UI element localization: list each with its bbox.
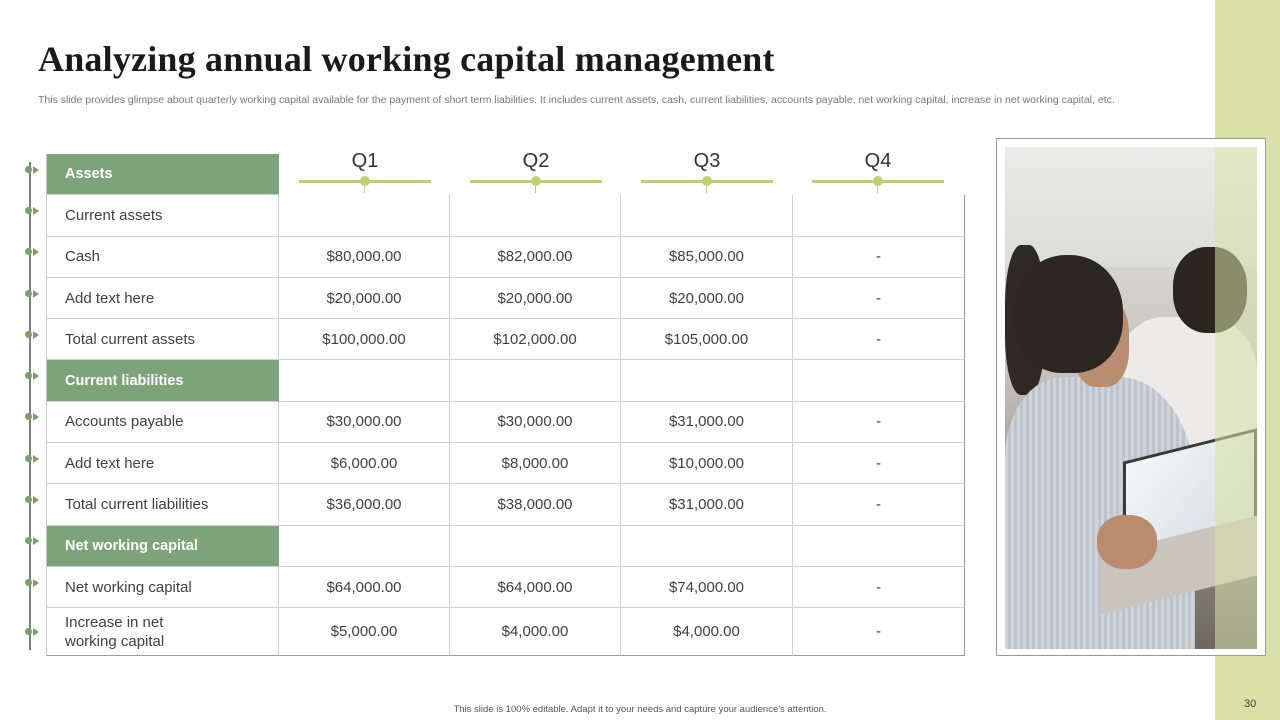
value-cell: $30,000.00 xyxy=(450,402,621,443)
value-cell: $4,000.00 xyxy=(621,608,793,656)
value-cell: - xyxy=(793,608,965,656)
value-cell xyxy=(450,195,621,236)
timeline-bullet-icon xyxy=(25,248,41,256)
timeline-bullet-icon xyxy=(25,207,41,215)
row-label-cell: Total current liabilities xyxy=(46,484,279,525)
row-label-cell: Cash xyxy=(46,237,279,278)
row-label-cell: Increase in net working capital xyxy=(46,608,279,656)
value-cell: $85,000.00 xyxy=(621,237,793,278)
value-cell xyxy=(279,526,450,567)
timeline-bullet-icon xyxy=(25,413,41,421)
value-cell: - xyxy=(793,484,965,525)
timeline-line xyxy=(29,162,31,650)
section-header-cell: Assets xyxy=(46,154,279,195)
value-cell: $20,000.00 xyxy=(621,278,793,319)
quarter-label: Q1 xyxy=(351,150,379,172)
value-cell xyxy=(793,526,965,567)
value-cell: $6,000.00 xyxy=(279,443,450,484)
slide-subtitle: This slide provides glimpse about quarterly working capital available for the payment of short term liabilities. It includes current assets, cash, current liabilities, accounts payable, net working capital, increase in net working capital, etc. xyxy=(38,94,1115,106)
value-cell: $74,000.00 xyxy=(621,567,793,608)
value-cell: $20,000.00 xyxy=(450,278,621,319)
timeline-bullet-icon xyxy=(25,628,41,636)
value-cell: $10,000.00 xyxy=(621,443,793,484)
slide-footer xyxy=(0,704,1280,715)
section-header-cell: Net working capital xyxy=(46,526,279,567)
value-cell: - xyxy=(793,319,965,360)
value-cell: $20,000.00 xyxy=(279,278,450,319)
value-cell: $100,000.00 xyxy=(279,319,450,360)
value-cell: $80,000.00 xyxy=(279,237,450,278)
footer-text: This slide is 100% editable. Adapt it to your needs and capture your audience's attention. xyxy=(453,704,827,715)
value-cell xyxy=(621,526,793,567)
quarter-label: Q3 xyxy=(693,150,721,172)
value-cell: $64,000.00 xyxy=(450,567,621,608)
quarter-header-space xyxy=(279,154,450,195)
value-cell: $105,000.00 xyxy=(621,319,793,360)
timeline-bullet-icon xyxy=(25,290,41,298)
timeline-bullet-icon xyxy=(25,331,41,339)
value-cell xyxy=(793,360,965,401)
value-cell xyxy=(450,526,621,567)
row-label-cell: Add text here xyxy=(46,443,279,484)
slide-title: Analyzing annual working capital management xyxy=(38,39,775,79)
quarter-header-space xyxy=(621,154,793,195)
value-cell: $8,000.00 xyxy=(450,443,621,484)
row-label-cell: Total current assets xyxy=(46,319,279,360)
quarter-header-space xyxy=(450,154,621,195)
value-cell: $5,000.00 xyxy=(279,608,450,656)
value-cell: $36,000.00 xyxy=(279,484,450,525)
timeline-bullet-icon xyxy=(25,372,41,380)
value-cell: $102,000.00 xyxy=(450,319,621,360)
value-cell: - xyxy=(793,237,965,278)
value-cell: - xyxy=(793,278,965,319)
page-number: 30 xyxy=(1244,698,1257,710)
value-cell: $31,000.00 xyxy=(621,484,793,525)
value-cell: - xyxy=(793,402,965,443)
row-label-cell: Current assets xyxy=(46,195,279,236)
value-cell: - xyxy=(793,443,965,484)
section-header-cell: Current liabilities xyxy=(46,360,279,401)
value-cell xyxy=(621,360,793,401)
row-label-cell: Add text here xyxy=(46,278,279,319)
value-cell: $4,000.00 xyxy=(450,608,621,656)
value-cell xyxy=(279,195,450,236)
quarter-label: Q2 xyxy=(522,150,550,172)
team-laptop-photo xyxy=(1005,147,1257,649)
value-cell: $82,000.00 xyxy=(450,237,621,278)
row-label-cell: Accounts payable xyxy=(46,402,279,443)
timeline-bullet-icon xyxy=(25,537,41,545)
value-cell: $38,000.00 xyxy=(450,484,621,525)
value-cell: $31,000.00 xyxy=(621,402,793,443)
row-label-cell: Net working capital xyxy=(46,567,279,608)
value-cell xyxy=(279,360,450,401)
timeline-bullet-icon xyxy=(25,496,41,504)
quarter-label: Q4 xyxy=(864,150,892,172)
value-cell xyxy=(621,195,793,236)
value-cell: $30,000.00 xyxy=(279,402,450,443)
working-capital-table xyxy=(46,154,965,657)
timeline-bullet-icon xyxy=(25,166,41,174)
value-cell: - xyxy=(793,567,965,608)
value-cell xyxy=(450,360,621,401)
timeline-bullet-icon xyxy=(25,455,41,463)
quarter-header-space xyxy=(793,154,965,195)
timeline-bullet-icon xyxy=(25,579,41,587)
value-cell xyxy=(793,195,965,236)
value-cell: $64,000.00 xyxy=(279,567,450,608)
